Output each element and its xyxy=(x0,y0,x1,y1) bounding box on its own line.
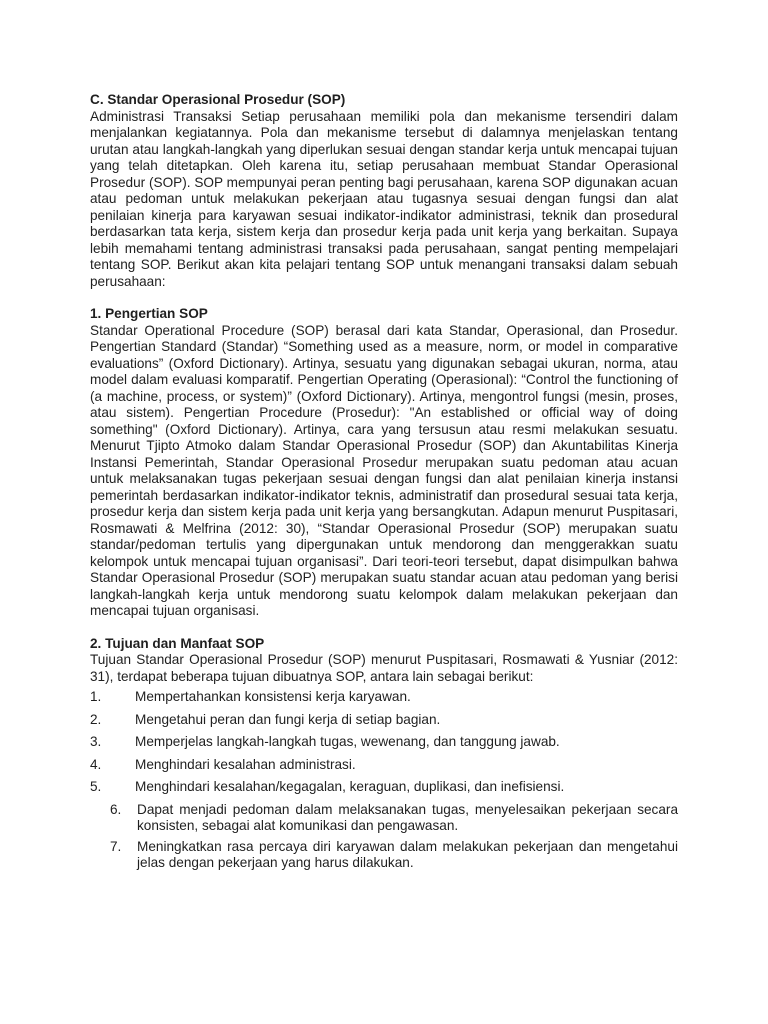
list-item-text: Dapat menjadi pedoman dalam melaksanakan tugas, menyelesaikan pekerjaan secara konsisten, sebagai alat komunikasi dan pengawasan. xyxy=(137,801,678,833)
objectives-list xyxy=(90,689,678,796)
list-item xyxy=(90,757,678,774)
section-2-heading: 2. Tujuan dan Manfaat SOP xyxy=(90,635,265,651)
section-1-heading: 1. Pengertian SOP xyxy=(90,306,208,321)
section-c-body: Administrasi Transaksi Setiap perusahaan memiliki pola dan mekanisme tersendiri dalam menjalankan kegiatannya. Pola dan mekanisme tersebut di dalamnya menjelaskan tentang urutan atau langkah-langkah yang diperlukan sesuai dengan standar kerja untuk mencapai tujuan yang telah ditetapkan. Oleh karena itu, setiap perusahaan membuat Standar Operasional Prosedur (SOP). SOP mempunyai peran penting bagi perusahaan, karena SOP digunakan acuan atau pedoman untuk melakukan pekerjaan atau tugasnya sesuai dengan fungsi dan alat penilaian kinerja para karyawan sesuai indikator-indikator administrasi, teknik dan prosedural berdasarkan tata kerja, sistem kerja dan prosedur kerja pada unit kerja yang berkaitan. Supaya lebih memahami tentang administrasi transaksi pada perusahaan, sangat penting mempelajari tentang SOP. Berikut akan kita pelajari tentang SOP untuk menangani transaksi dalam sebuah perusahaan: xyxy=(90,108,678,289)
list-item xyxy=(90,712,678,729)
list-item-number: 5. xyxy=(90,779,102,794)
list-item-number: 3. xyxy=(90,734,102,749)
list-item xyxy=(90,689,678,706)
objectives-list-continued xyxy=(90,802,678,872)
list-item xyxy=(90,839,678,872)
list-item-number: 1. xyxy=(90,689,102,704)
document-page xyxy=(90,92,678,876)
list-item-text: Meningkatkan rasa percaya diri karyawan dalam melakukan pekerjaan dan mengetahui jelas dengan pekerjaan yang harus dilakukan. xyxy=(137,838,678,870)
list-item-text: Menghindari kesalahan/kegagalan, keraguan, duplikasi, dan inefisiensi. xyxy=(135,779,565,794)
section-2-intro: Tujuan Standar Operasional Prosedur (SOP) menurut Puspitasari, Rosmawati & Yusniar (2012: 31), terdapat beberapa tujuan dibuatnya SOP, antara lain sebagai berikut: xyxy=(90,652,678,684)
list-item-number: 6. xyxy=(110,801,122,817)
list-item-text: Menghindari kesalahan administrasi. xyxy=(135,756,356,772)
list-item-number: 2. xyxy=(90,711,102,727)
list-item-number: 4. xyxy=(90,756,102,772)
list-item-text: Mempertahankan konsistensi kerja karyawan. xyxy=(135,689,411,704)
list-item-number: 7. xyxy=(110,838,122,854)
spacer xyxy=(90,620,678,636)
spacer xyxy=(90,290,678,306)
section-1-body: Standar Operational Procedure (SOP) berasal dari kata Standar, Operasional, dan Prosedur. Pengertian Standard (Standar) “Something used as a measure, norm, or model in comparative evaluations” (Oxford Dictionary). Artinya, sesuatu yang digunakan sebagai ukuran, norma, atau model dalam evaluasi komparatif. Pengertian Operating (Operasional): “Control the functioning of (a machine, process, or system)” (Oxford Dictionary). Artinya, mengontrol fungsi (mesin, proses, atau sistem). Pengertian Procedure (Prosedur): "An established or official way of doing something" (Oxford Dictionary). Artinya, cara yang tersusun atau resmi melakukan sesuatu. Menurut Tjipto Atmoko dalam Standar Operasional Prosedur (SOP) dan Akuntabilitas Kinerja Instansi Pemerintah, Standar Operasional Prosedur merupakan suatu pedoman atau acuan untuk melaksanakan tugas pekerjaan sesuai dengan fungsi dan alat penilaian kinerja instansi pemerintah berdasarkan indikator-indikator teknis, administratif dan prosedural sesuai tata kerja, prosedur kerja dan sistem kerja pada unit kerja yang bersangkutan. Adapun menurut Puspitasari, Rosmawati & Melfrina (2012: 30), “Standar Operasional Prosedur (SOP) merupakan suatu standar/pedoman tertulis yang dipergunakan untuk mendorong dan menggerakkan suatu kelompok untuk mencapai tujuan organisasi”. Dari teori-teori tersebut, dapat disimpulkan bahwa Standar Operasional Prosedur (SOP) merupakan suatu standar acuan atau pedoman yang berisi langkah-langkah kerja untuk mendorong suatu kelompok dalam melakukan pekerjaan dan mencapai tujuan organisasi. xyxy=(90,322,678,618)
list-item-text: Memperjelas langkah-langkah tugas, wewenang, dan tanggung jawab. xyxy=(135,734,560,749)
list-item xyxy=(90,734,678,751)
list-item-text: Mengetahui peran dan fungi kerja di setiap bagian. xyxy=(135,711,441,727)
section-c-heading: C. Standar Operasional Prosedur (SOP) xyxy=(90,92,346,107)
list-item xyxy=(90,779,678,796)
list-item xyxy=(90,802,678,835)
